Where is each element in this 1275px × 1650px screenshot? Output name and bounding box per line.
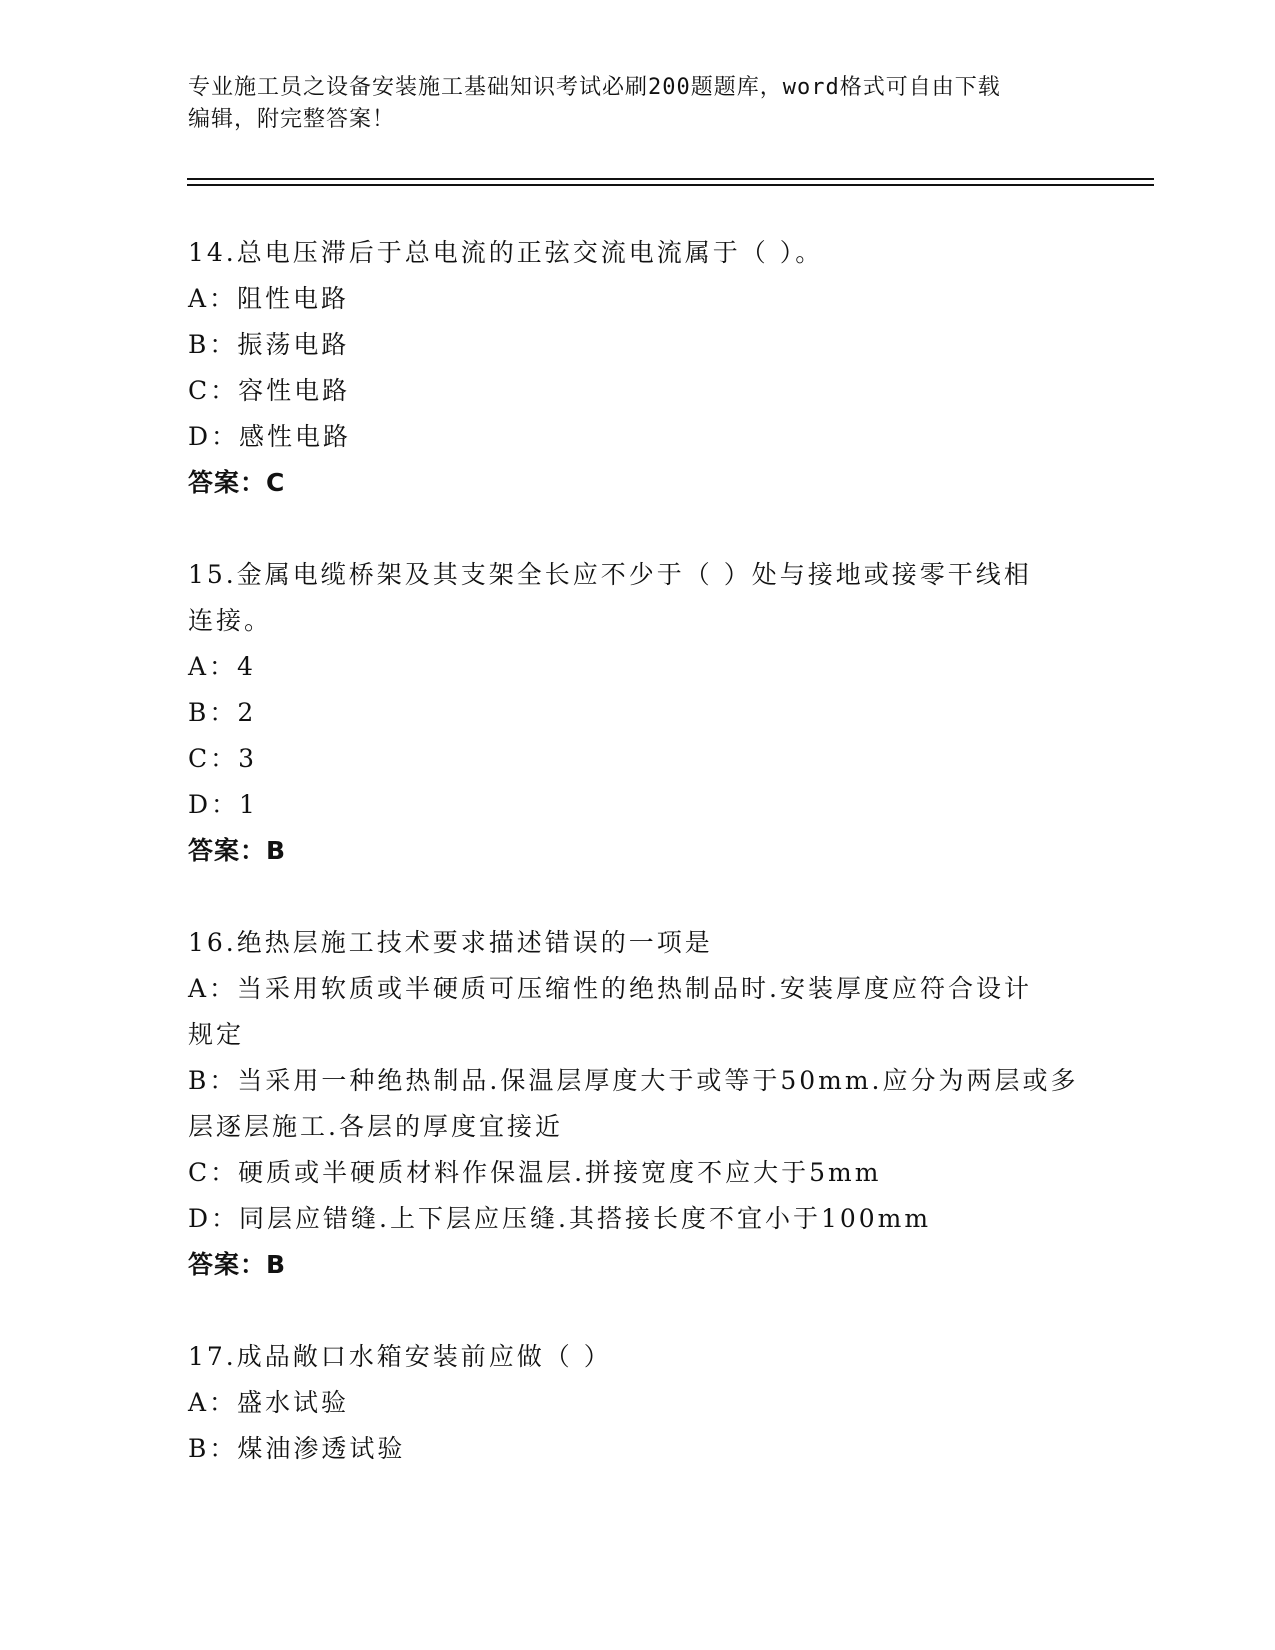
question-option: 层逐层施工.各层的厚度宜接近 xyxy=(188,1112,563,1141)
question-option: C：容性电路 xyxy=(188,376,351,405)
question-stem: 16.绝热层施工技术要求描述错误的一项是 xyxy=(188,928,713,957)
question-option: D：同层应错缝.上下层应压缝.其搭接长度不宜小于100mm xyxy=(188,1204,932,1233)
question-option: D：1 xyxy=(188,790,258,819)
question-block xyxy=(188,1334,1088,1472)
question-option: B：振荡电路 xyxy=(188,330,350,359)
question-option: D：感性电路 xyxy=(188,422,352,451)
question-option: B：煤油渗透试验 xyxy=(188,1434,406,1463)
header-divider-top xyxy=(187,178,1154,180)
question-stem: 17.成品敞口水箱安装前应做（ ） xyxy=(188,1342,612,1371)
header-line-1: 专业施工员之设备安装施工基础知识考试必刷200题题库，word格式可自由下载 xyxy=(188,75,1001,100)
question-block xyxy=(188,920,1088,1288)
question-list xyxy=(188,230,1088,1518)
question-stem: 14.总电压滞后于总电流的正弦交流电流属于（ ）。 xyxy=(188,238,824,267)
question-answer: 答案：B xyxy=(188,1250,287,1279)
header-line-2: 编辑，附完整答案！ xyxy=(188,107,396,132)
question-stem: 15.金属电缆桥架及其支架全长应不少于（ ）处与接地或接零干线相 xyxy=(188,560,1032,589)
question-answer: 答案：B xyxy=(188,836,287,865)
question-stem: 连接。 xyxy=(188,606,273,635)
question-block xyxy=(188,230,1088,506)
question-answer: 答案：C xyxy=(188,468,286,497)
question-option: C：3 xyxy=(188,744,258,773)
header-divider-bottom xyxy=(187,184,1154,186)
question-option: A：当采用软质或半硬质可压缩性的绝热制品时.安装厚度应符合设计 xyxy=(188,974,1033,1003)
question-option: B：2 xyxy=(188,698,257,727)
question-option: 规定 xyxy=(188,1020,245,1049)
question-option: A：盛水试验 xyxy=(188,1388,350,1417)
document-header xyxy=(188,72,1088,136)
question-option: C：硬质或半硬质材料作保温层.拼接宽度不应大于5mm xyxy=(188,1158,882,1187)
question-option: A：阻性电路 xyxy=(188,284,350,313)
question-block xyxy=(188,552,1088,874)
question-option: A：4 xyxy=(188,652,256,681)
question-option: B：当采用一种绝热制品.保温层厚度大于或等于50mm.应分为两层或多 xyxy=(188,1066,1079,1095)
